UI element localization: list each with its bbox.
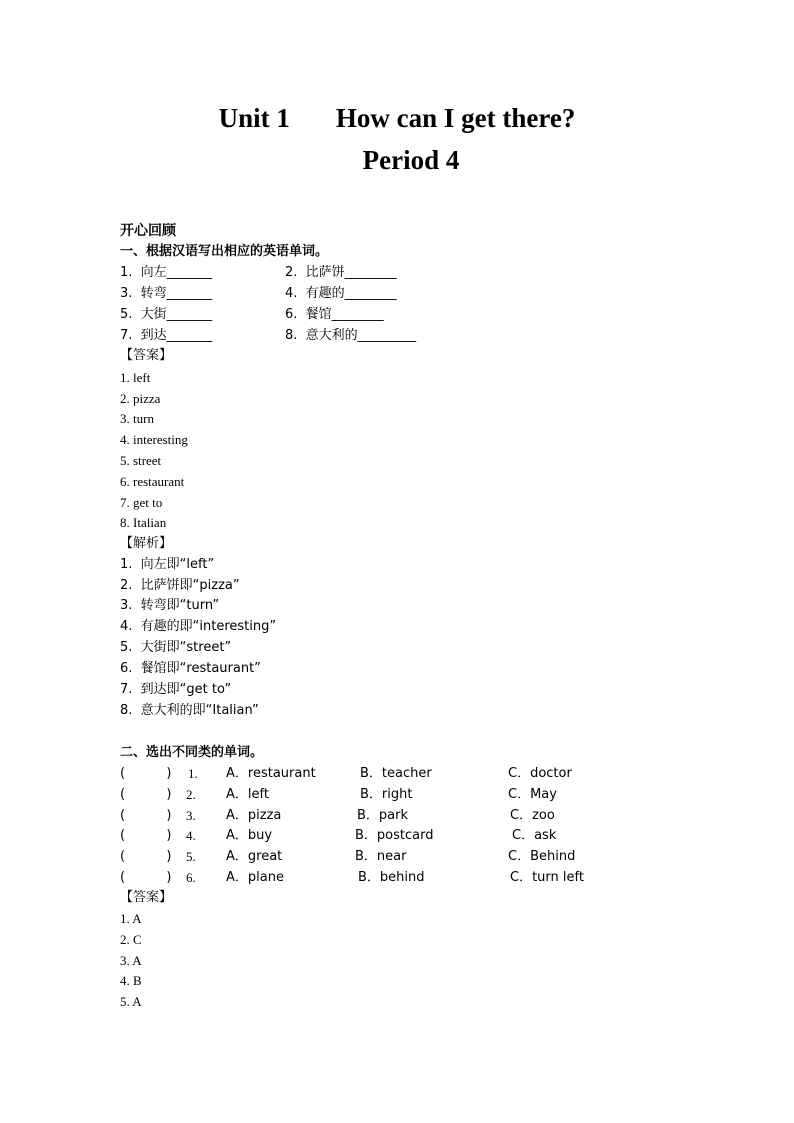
option-b: B．behind	[358, 870, 425, 885]
answer-item: 2. C	[120, 932, 142, 947]
title-unit: Unit 1	[218, 103, 290, 133]
part1-item: 7. 到达_______	[120, 328, 213, 343]
option-a: A．restaurant	[226, 766, 316, 781]
title-question: How can I get there?	[335, 103, 576, 133]
option-b: B．right	[360, 787, 413, 802]
option-a: A．pizza	[226, 808, 282, 823]
part2-heading: 二、选出不同类的单词。	[120, 745, 264, 760]
answer-blank: ( )	[120, 849, 172, 864]
analysis-item: 4. 有趣的即“interesting”	[120, 619, 277, 634]
part1-item: 8. 意大利的_________	[285, 328, 417, 343]
answer-item: 1. A	[120, 911, 142, 926]
answer-item: 5. A	[120, 994, 142, 1009]
answer-item: 4. B	[120, 973, 142, 988]
analysis-item: 5. 大街即“street”	[120, 640, 232, 655]
analysis-item: 6. 餐馆即“restaurant”	[120, 661, 261, 676]
question-number: 4.	[186, 828, 196, 843]
analysis-label: 【解析】	[120, 536, 173, 551]
part1-item: 1. 向左_______	[120, 265, 213, 280]
option-c: C．May	[508, 787, 557, 802]
answer-item: 3. turn	[120, 411, 154, 426]
analysis-item: 2. 比萨饼即“pizza”	[120, 578, 240, 593]
option-a: A．plane	[226, 870, 284, 885]
answer-blank: ( )	[120, 828, 172, 843]
answer-item: 4. interesting	[120, 432, 188, 447]
option-b: B．teacher	[360, 766, 432, 781]
option-a: A．great	[226, 849, 283, 864]
part1-item: 3. 转弯_______	[120, 286, 213, 301]
question-number: 6.	[186, 870, 196, 885]
analysis-item: 8. 意大利的即“Italian”	[120, 703, 259, 718]
answer-item: 3. A	[120, 953, 142, 968]
option-b: B．postcard	[355, 828, 434, 843]
answer-item: 6. restaurant	[120, 474, 185, 489]
option-a: A．buy	[226, 828, 273, 843]
option-c: C．ask	[512, 828, 557, 843]
option-b: B．near	[355, 849, 407, 864]
answer-item: 5. street	[120, 453, 162, 468]
option-a: A．left	[226, 787, 269, 802]
answer-blank: ( )	[120, 766, 172, 781]
section-review-heading: 开心回顾	[120, 223, 176, 239]
answer-label: 【答案】	[120, 890, 173, 905]
option-c: C．turn left	[510, 870, 584, 885]
answer-label: 【答案】	[120, 348, 173, 363]
answer-item: 1. left	[120, 370, 151, 385]
answer-blank: ( )	[120, 808, 172, 823]
answer-item: 8. Italian	[120, 515, 167, 530]
analysis-item: 7. 到达即“get to”	[120, 682, 232, 697]
part1-item: 4. 有趣的________	[285, 286, 397, 301]
option-c: C．Behind	[508, 849, 576, 864]
part1-item: 2. 比萨饼________	[285, 265, 397, 280]
option-b: B．park	[357, 808, 409, 823]
answer-blank: ( )	[120, 787, 172, 802]
question-number: 3.	[186, 808, 196, 823]
answer-item: 2. pizza	[120, 391, 161, 406]
analysis-item: 1. 向左即“left”	[120, 557, 215, 572]
option-c: C．doctor	[508, 766, 572, 781]
question-number: 1.	[188, 766, 198, 781]
page-subtitle: Period 4	[362, 145, 460, 175]
question-number: 5.	[186, 849, 196, 864]
part1-item: 6. 餐馆________	[285, 307, 384, 322]
part1-item: 5. 大街_______	[120, 307, 213, 322]
part1-heading: 一、根据汉语写出相应的英语单词。	[120, 244, 329, 259]
question-number: 2.	[186, 787, 196, 802]
answer-item: 7. get to	[120, 495, 163, 510]
option-c: C．zoo	[510, 808, 555, 823]
page-title	[0, 102, 794, 134]
answer-blank: ( )	[120, 870, 172, 885]
analysis-item: 3. 转弯即“turn”	[120, 598, 220, 613]
